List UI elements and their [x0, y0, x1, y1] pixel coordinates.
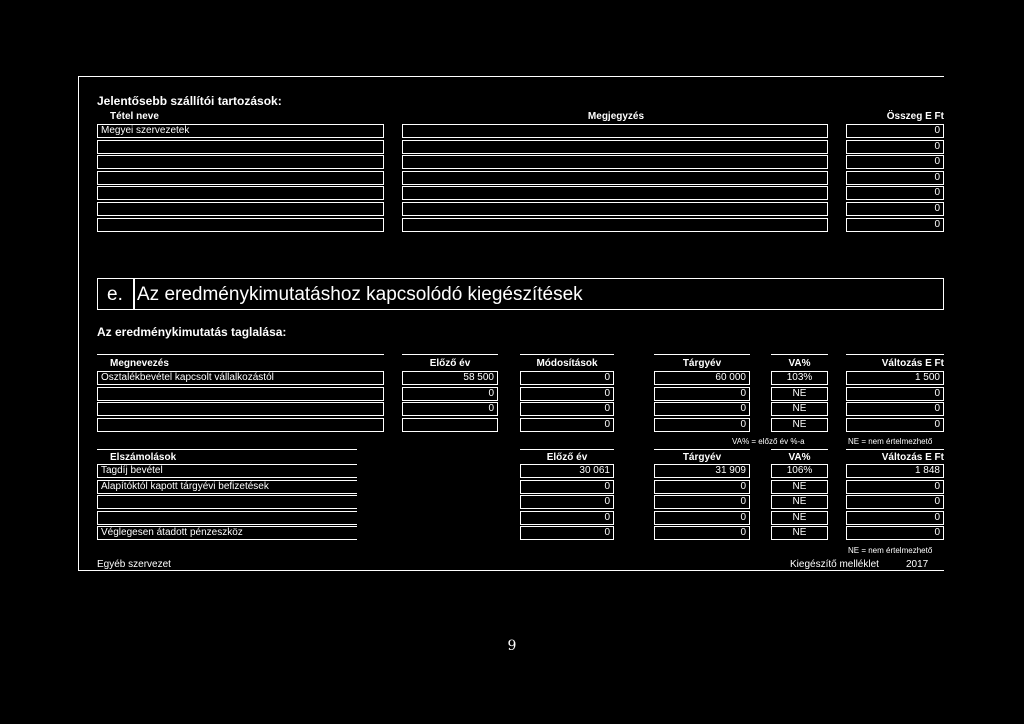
settlement-va-cell: NE: [771, 526, 828, 540]
settlement-cur-cell: 0: [654, 480, 750, 494]
settlement-name-cell: [97, 511, 357, 525]
settlement-prev-cell: 30 061: [520, 464, 614, 478]
supplier-amount-cell: 0: [846, 171, 944, 185]
breakdown-header-mod: Módosítások: [536, 358, 598, 369]
breakdown-cur-cell: 0: [654, 387, 750, 401]
settlement-cur-cell: 0: [654, 526, 750, 540]
supplier-amount-cell: 0: [846, 124, 944, 138]
settlement-name-cell: [97, 495, 357, 509]
section-e-title: Az eredménykimutatáshoz kapcsolódó kiegészítések: [137, 284, 583, 305]
supplier-name-cell: [97, 186, 384, 200]
suppliers-header-name: Tétel neve: [110, 111, 159, 122]
settlement-prev-cell: 0: [520, 526, 614, 540]
section-e-letter: e.: [107, 284, 123, 305]
settlements-header-cur: Tárgyév: [682, 452, 722, 463]
settlement-chg-cell: 0: [846, 526, 944, 540]
breakdown-prev-cell: [402, 418, 498, 432]
settlement-name-cell: Tagdíj bevétel: [97, 464, 357, 478]
settlement-va-cell: 106%: [771, 464, 828, 478]
breakdown-prev-cell: 0: [402, 402, 498, 416]
breakdown-title: Az eredménykimutatás taglalása:: [97, 325, 287, 339]
breakdown-name-cell: [97, 402, 384, 416]
breakdown-header-line: [771, 354, 828, 355]
supplier-note-cell: [402, 218, 828, 232]
settlement-name-cell: Alapítóktól kapott tárgyévi befizetések: [97, 480, 357, 494]
breakdown-chg-cell: 1 500: [846, 371, 944, 385]
settlements-header-line: [771, 449, 828, 450]
settlement-chg-cell: 0: [846, 495, 944, 509]
frame-left-line: [78, 76, 79, 571]
settlements-header-line: [846, 449, 944, 450]
va-note: VA% = előző év %-a: [732, 437, 805, 446]
breakdown-header-line: [846, 354, 944, 355]
breakdown-chg-cell: 0: [846, 387, 944, 401]
footer-left: Egyéb szervezet: [97, 559, 171, 570]
settlements-header-prev: Előző év: [546, 452, 588, 463]
supplier-name-cell: [97, 155, 384, 169]
supplier-amount-cell: 0: [846, 155, 944, 169]
settlement-cur-cell: 0: [654, 495, 750, 509]
settlements-header-line: [97, 449, 357, 450]
supplier-note-cell: [402, 202, 828, 216]
breakdown-mod-cell: 0: [520, 387, 614, 401]
breakdown-mod-cell: 0: [520, 371, 614, 385]
breakdown-header-name: Megnevezés: [110, 358, 169, 369]
breakdown-header-line: [402, 354, 498, 355]
breakdown-header-line: [97, 354, 384, 355]
breakdown-cur-cell: 0: [654, 418, 750, 432]
supplier-note-cell: [402, 124, 828, 138]
breakdown-va-cell: NE: [771, 418, 828, 432]
breakdown-cur-cell: 0: [654, 402, 750, 416]
section-e-divider: [133, 278, 135, 310]
breakdown-prev-cell: 0: [402, 387, 498, 401]
breakdown-mod-cell: 0: [520, 402, 614, 416]
breakdown-name-cell: Osztalékbevétel kapcsolt vállalkozástól: [97, 371, 384, 385]
settlement-va-cell: NE: [771, 495, 828, 509]
breakdown-name-cell: [97, 387, 384, 401]
settlement-cur-cell: 31 909: [654, 464, 750, 478]
settlements-header-line: [520, 449, 614, 450]
settlement-chg-cell: 0: [846, 480, 944, 494]
breakdown-va-cell: 103%: [771, 371, 828, 385]
breakdown-header-line: [654, 354, 750, 355]
breakdown-va-cell: NE: [771, 402, 828, 416]
supplier-note-cell: [402, 140, 828, 154]
breakdown-va-cell: NE: [771, 387, 828, 401]
suppliers-header-note: Megjegyzés: [587, 111, 645, 122]
footer-label: Kiegészítő melléklet: [790, 559, 879, 570]
supplier-amount-cell: 0: [846, 186, 944, 200]
settlements-header-chg: Változás E Ft: [881, 452, 944, 463]
settlements-header-name: Elszámolások: [110, 452, 177, 463]
supplier-name-cell: Megyei szervezetek: [97, 124, 384, 138]
supplier-name-cell: [97, 171, 384, 185]
supplier-note-cell: [402, 155, 828, 169]
breakdown-chg-cell: 0: [846, 418, 944, 432]
breakdown-header-line: [520, 354, 614, 355]
breakdown-header-prev: Előző év: [429, 358, 471, 369]
frame-top-line: [78, 76, 944, 77]
breakdown-mod-cell: 0: [520, 418, 614, 432]
supplier-name-cell: [97, 218, 384, 232]
breakdown-header-cur: Tárgyév: [682, 358, 722, 369]
settlement-cur-cell: 0: [654, 511, 750, 525]
settlements-header-line: [654, 449, 750, 450]
supplier-amount-cell: 0: [846, 218, 944, 232]
supplier-name-cell: [97, 202, 384, 216]
breakdown-name-cell: [97, 418, 384, 432]
supplier-amount-cell: 0: [846, 202, 944, 216]
supplier-note-cell: [402, 171, 828, 185]
suppliers-header-amount: Összeg E Ft: [886, 111, 944, 122]
settlement-prev-cell: 0: [520, 511, 614, 525]
page-number: 9: [507, 638, 517, 654]
settlement-va-cell: NE: [771, 480, 828, 494]
frame-bottom-line: [78, 570, 944, 571]
breakdown-cur-cell: 60 000: [654, 371, 750, 385]
suppliers-title: Jelentősebb szállítói tartozások:: [97, 94, 282, 108]
settlement-chg-cell: 1 848: [846, 464, 944, 478]
ne-note: NE = nem értelmezhető: [848, 437, 933, 446]
settlements-header-va: VA%: [788, 452, 811, 463]
breakdown-prev-cell: 58 500: [402, 371, 498, 385]
breakdown-header-va: VA%: [788, 358, 811, 369]
settlement-va-cell: NE: [771, 511, 828, 525]
settlement-name-cell: Véglegesen átadott pénzeszköz: [97, 526, 357, 540]
settlement-prev-cell: 0: [520, 480, 614, 494]
ne-note-2: NE = nem értelmezhető: [848, 546, 933, 555]
supplier-note-cell: [402, 186, 828, 200]
breakdown-chg-cell: 0: [846, 402, 944, 416]
supplier-name-cell: [97, 140, 384, 154]
settlement-chg-cell: 0: [846, 511, 944, 525]
footer-year: 2017: [906, 559, 929, 570]
breakdown-header-chg: Változás E Ft: [881, 358, 944, 369]
supplier-amount-cell: 0: [846, 140, 944, 154]
settlement-prev-cell: 0: [520, 495, 614, 509]
